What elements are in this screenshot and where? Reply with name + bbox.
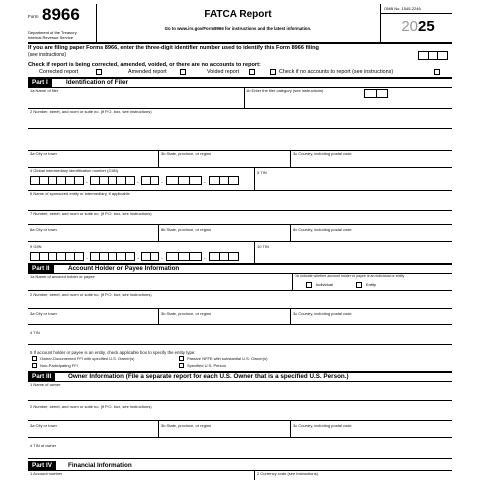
p2-passive-nffe-label: Passive NFFE with substantial U.S. Owner(s) [187, 356, 268, 361]
form-number: 8966 [42, 5, 80, 24]
department-line-2: Internal Revenue Service [28, 35, 73, 40]
p1-giin-label: 4 Global intermediary identification number (GIIN) [30, 168, 119, 173]
p2-address-input[interactable] [30, 298, 450, 306]
p2-holder-name-label: 1a Name of account holder or payee [30, 274, 95, 279]
identifier-number-input[interactable] [418, 51, 448, 60]
p3-address-input[interactable] [30, 410, 450, 418]
p1-sponsored-tin-label: 10 TIN [257, 244, 269, 249]
p1-sponsored-entity-label: 6 Name of sponsored entity or intermediary, if applicable [30, 191, 130, 196]
p3-row1-rule [28, 400, 452, 401]
p1-sponsored-address-label: 7 Number, street, and room or suite no. (if P.O. box, see instructions) [30, 211, 152, 216]
no-accounts-checkbox-right[interactable] [434, 69, 440, 75]
p1-sponsored-giin-dot1: . [86, 254, 88, 261]
check-report-line: Check if report is being corrected, amended, voided, or there are no accounts to report: [28, 62, 261, 68]
amended-report-checkbox[interactable] [180, 69, 186, 75]
p1-row8-divider-b [290, 224, 291, 241]
tax-year-prefix: 20 [401, 18, 418, 35]
p2-state-label: 3b State, province, or region [161, 311, 212, 316]
p1-giin-dot1: . [86, 178, 88, 185]
p3-city-label: 3a City or town [30, 423, 57, 428]
tax-year-suffix: 25 [418, 18, 435, 35]
p2-city-label: 3a City or town [30, 311, 57, 316]
p1-giin-dot2: . [137, 178, 139, 185]
p1-address-input[interactable] [30, 115, 450, 127]
p2-row3-divider-b [290, 308, 291, 324]
instructions-line: Go to www.irs.gov/Form8966 for instructions and the latest information. [164, 26, 312, 31]
p2-entity-checkbox[interactable] [356, 282, 362, 288]
p2-specified-us-person-checkbox[interactable] [179, 363, 184, 368]
p1-sponsored-country-label: 8c Country, including postal code [293, 227, 352, 232]
p2-row1-divider [292, 273, 293, 290]
p1-sponsored-address-input[interactable] [30, 217, 450, 229]
part4-title-rule [28, 470, 452, 471]
part3-title: Owner Information (File a separate report for each U.S. Owner that is a specified U.S. Person.) [68, 373, 349, 380]
p1-sponsored-giin-dot4: . [204, 254, 206, 261]
p1-sponsored-giin-seg5[interactable] [209, 252, 239, 261]
p3-row3-divider-b [290, 420, 291, 437]
p2-row2-rule [28, 308, 452, 309]
voided-report-checkbox[interactable] [249, 69, 255, 75]
p1-filer-category-label: 1b Enter the filer category (see instructions) [246, 88, 324, 93]
p1-tin-label: 5 TIN [257, 170, 267, 175]
p1-sponsored-giin-seg1[interactable] [30, 252, 84, 261]
p4-currency-code-label: 2 Currency code (see instructions) [257, 471, 318, 476]
p2-individual-or-entity-label: 1b Indicate whether account holder or payee is an individual or entity [295, 274, 405, 278]
p4-account-number-label: 1 Account number [30, 471, 63, 476]
p1-sponsored-giin-dot3: . [161, 254, 163, 261]
corrected-report-label: Corrected report [39, 69, 79, 75]
p1-city-label: 3a City or town [30, 151, 57, 156]
p1-country-label: 3c Country, including postal code [293, 151, 352, 156]
p2-entity-type-prompt: 5 If account holder or payee is an entity, check applicable box to specify the entity type: [30, 350, 196, 355]
p1-giin-dot4: . [204, 178, 206, 185]
form-word: Form [28, 14, 39, 19]
p1-sponsored-giin-label: 9 GIIN [30, 244, 42, 249]
p3-country-label: 3c Country, including postal code [293, 423, 352, 428]
p1-giin-dot3: . [161, 178, 163, 185]
p1-sponsored-giin-seg4[interactable] [166, 252, 202, 261]
part2-title: Account Holder or Payee Information [68, 265, 180, 272]
p1-row3-top-rule [28, 150, 452, 151]
p1-name-of-filer-label: 1a Name of filer [30, 88, 59, 93]
p3-owner-name-input[interactable] [30, 388, 450, 398]
p2-row3-divider-a [158, 308, 159, 324]
p2-row3-rule [28, 324, 452, 325]
p1-sponsored-giin-dot2: . [137, 254, 139, 261]
p3-state-label: 3b State, province, or region [161, 423, 212, 428]
p1-row7-rule [28, 224, 452, 225]
p1-sponsored-entity-input[interactable] [30, 197, 450, 209]
part1-tag: Part I [28, 78, 52, 87]
part4-tag: Part IV [28, 461, 56, 470]
part4-title: Financial Information [68, 462, 132, 469]
p2-individual-label: Individual [316, 282, 333, 287]
paper-filing-line-2: (see instructions) [28, 52, 67, 58]
p3-row3-divider-a [158, 420, 159, 437]
p1-row8-divider-a [158, 224, 159, 241]
p2-owner-documented-ffi-checkbox[interactable] [32, 356, 37, 361]
amended-report-label: Amended report [128, 69, 167, 75]
p3-row3-rule [28, 437, 452, 438]
p1-state-label: 3b State, province, or region [161, 151, 212, 156]
p2-non-participating-ffi-checkbox[interactable] [32, 363, 37, 368]
part2-tag: Part II [28, 264, 54, 273]
no-accounts-checkbox[interactable] [270, 69, 276, 75]
p1-sponsored-state-label: 8b State, province, or region [161, 227, 212, 232]
p1-row8-rule [28, 241, 452, 242]
header-bottom-rule [28, 42, 452, 44]
p1-sponsored-giin-seg2[interactable] [90, 252, 135, 261]
no-accounts-label: Check if no accounts to report (see instructions) [279, 69, 394, 75]
tax-year [384, 18, 452, 36]
form-title: FATCA Report [204, 9, 272, 20]
p2-row1-rule [28, 290, 452, 291]
p3-address-label: 2 Number, street, and room or suite no. (if P.O. box, see instructions) [30, 404, 152, 409]
p3-row2-rule [28, 420, 452, 421]
part1-title-rule [28, 87, 452, 88]
corrected-report-checkbox[interactable] [96, 69, 102, 75]
department-line-1: Department of the Treasury [28, 30, 77, 35]
p1-sponsored-city-label: 8a City or town [30, 227, 57, 232]
p1-giin-seg5[interactable] [209, 176, 239, 185]
p2-non-participating-ffi-label: Non-Participating FFI [40, 363, 78, 368]
p1-row3-divider-b [290, 150, 291, 167]
p2-entity-label: Entity [366, 282, 377, 287]
voided-report-label: Voided report [207, 69, 240, 75]
p1-row4-divider [254, 167, 255, 190]
p2-tin-label: 4 TIN [30, 330, 40, 335]
p2-individual-checkbox[interactable] [306, 282, 312, 288]
p4-row1-divider [254, 470, 255, 480]
p3-owner-tin-label: 4 TIN of owner [30, 443, 57, 448]
p1-row1-divider [244, 87, 245, 108]
p1-giin-seg1[interactable] [30, 176, 84, 185]
p1-address-label: 2 Number, street, and room or suite no. (if P.O. box, see instructions) [30, 109, 152, 114]
p1-giin-seg2[interactable] [90, 176, 135, 185]
p2-country-label: 3c Country, including postal code [293, 311, 352, 316]
p1-row3-divider-a [158, 150, 159, 167]
p1-giin-seg3[interactable] [141, 176, 159, 185]
paper-filing-line-1: If you are filing paper Forms 8966, enter the three-digit identifier number used to identify this Form 8966 filing [28, 45, 319, 51]
p2-passive-nffe-checkbox[interactable] [179, 356, 184, 361]
p3-owner-name-label: 1 Name of owner [30, 382, 61, 387]
p2-specified-us-person-label: Specified U.S. Person [187, 363, 227, 368]
p2-row4-rule [28, 344, 452, 345]
omb-number: OMB No. 1545-2246 [384, 6, 421, 11]
p1-giin-seg4[interactable] [166, 176, 202, 185]
p1-row2-rule [28, 128, 452, 129]
p1-row9-divider [254, 241, 255, 263]
header-divider-right [380, 4, 381, 42]
form-label [28, 14, 39, 20]
p1-filer-category-input[interactable] [364, 89, 388, 98]
part3-tag: Part III [28, 372, 55, 381]
p3-row4-rule [28, 458, 452, 459]
p1-name-of-filer-input[interactable] [30, 94, 240, 107]
part1-title: Identification of Filer [66, 79, 128, 86]
p2-address-label: 2 Number, street, and room or suite no. (if P.O. box, see instructions) [30, 292, 152, 297]
p2-owner-documented-ffi-label: Owner-Documented FFI with specified U.S. Owner(s) [40, 356, 135, 361]
p1-sponsored-giin-seg3[interactable] [141, 252, 159, 261]
part3-title-rule [28, 381, 452, 382]
omb-divider [380, 13, 452, 14]
